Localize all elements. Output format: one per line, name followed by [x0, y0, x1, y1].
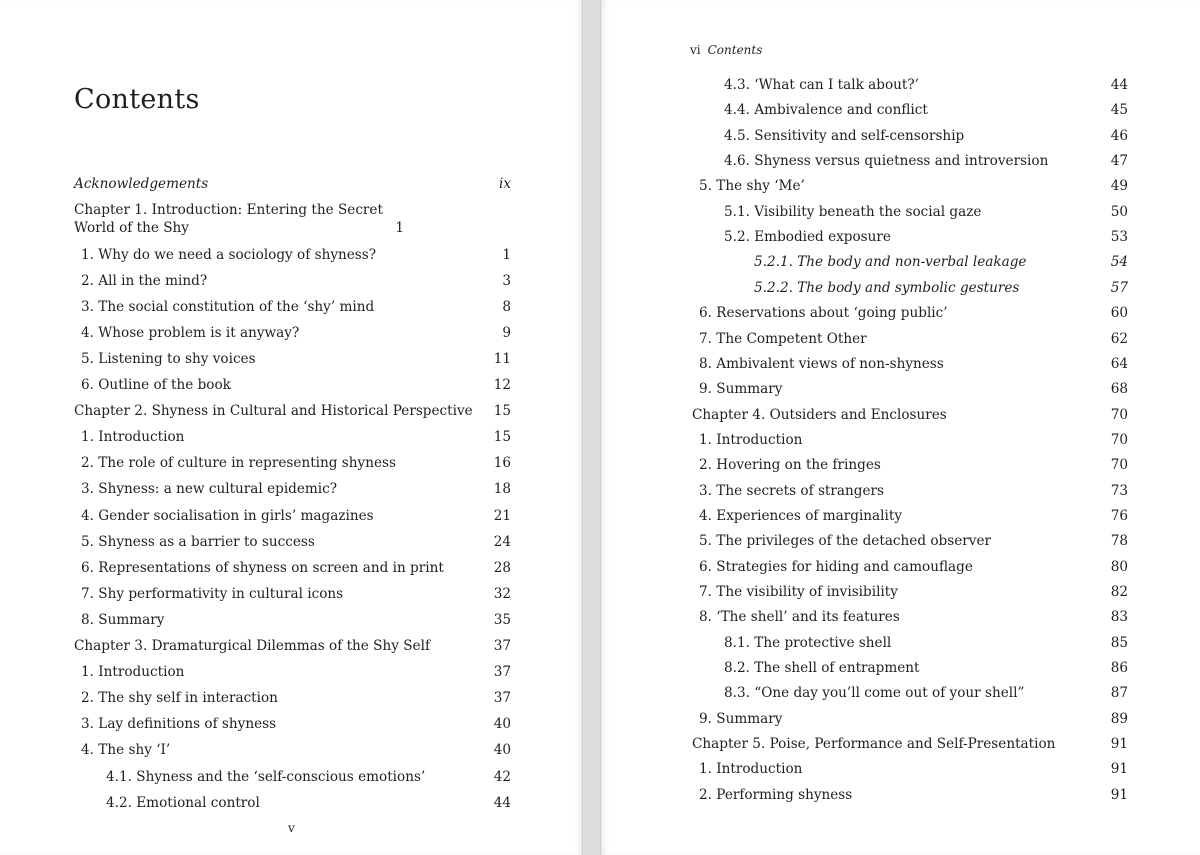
toc-entry — [692, 152, 1128, 170]
toc-entry-title: 4. Experiences of marginality — [699, 507, 903, 524]
toc-entry-title: 5. Shyness as a barrier to success — [81, 533, 315, 550]
toc-entry — [692, 304, 1128, 322]
toc-entry — [692, 203, 1128, 221]
toc-entry-page: 89 — [1110, 710, 1128, 727]
toc-entry-page: 42 — [493, 768, 511, 785]
toc-entry-page: 40 — [493, 742, 511, 759]
toc-entry-page: 28 — [493, 559, 511, 576]
toc-entry — [74, 559, 511, 577]
toc-chapter-entry — [74, 175, 511, 193]
toc-entry-title: Acknowledgements — [74, 176, 209, 192]
toc-entry — [692, 710, 1128, 728]
toc-entry-page: 85 — [1110, 634, 1128, 651]
toc-entry-page: 3 — [502, 272, 511, 289]
toc-entry — [74, 454, 511, 472]
toc-entry-title: 7. The Competent Other — [699, 330, 867, 347]
toc-chapter-entry — [74, 402, 511, 420]
toc-entry — [692, 760, 1128, 778]
toc-entry-page: 40 — [493, 716, 511, 733]
toc-entry-page: 83 — [1110, 609, 1128, 626]
toc-entry-title: 1. Introduction — [81, 429, 185, 446]
toc-entry-page: 91 — [1110, 761, 1128, 778]
toc-entry-title: 5. The privileges of the detached observer — [699, 533, 991, 550]
toc-entry-title: 8. Ambivalent views of non-shyness — [699, 355, 944, 372]
toc-entry-page: 15 — [493, 403, 511, 420]
toc-entry-page: 73 — [1110, 482, 1128, 499]
toc-entry-title: 4.4. Ambivalence and conflict — [724, 102, 928, 119]
toc-entry-page: 44 — [493, 794, 511, 811]
toc-entry-title: 7. Shy performativity in cultural icons — [81, 585, 344, 602]
toc-entry — [74, 533, 511, 551]
toc-entry-page: 9 — [502, 324, 511, 341]
toc-entry-page: 91 — [1110, 786, 1128, 803]
toc-entry-page: 54 — [1110, 254, 1128, 271]
toc-entry-page: 37 — [493, 664, 511, 681]
toc-entry — [74, 507, 511, 525]
toc-entry — [692, 558, 1128, 576]
toc-entry-page: 24 — [493, 533, 511, 550]
toc-entry-page: 44 — [1110, 77, 1128, 93]
toc-entry-page: 37 — [493, 690, 511, 707]
toc-entry-page: 18 — [493, 481, 511, 498]
toc-chapter-entry — [74, 637, 511, 655]
toc-entry-page: 62 — [1110, 330, 1128, 347]
toc-entry-title: 1. Why do we need a sociology of shyness? — [81, 246, 377, 263]
toc-entry — [74, 585, 511, 603]
toc-entry-title: 5.2. Embodied exposure — [724, 229, 891, 246]
toc-entry-title: Chapter 3. Dramaturgical Dilemmas of the Shy Self — [74, 638, 430, 654]
toc-entry-page: 49 — [1110, 178, 1128, 195]
toc-entry-title: 5.2.2. The body and symbolic gestures — [754, 279, 1020, 296]
toc-entry-page: 80 — [1110, 558, 1128, 575]
toc-entry — [692, 684, 1128, 702]
toc-entry-page: 15 — [493, 429, 511, 446]
toc-entry — [74, 480, 511, 498]
toc-entry-page: 47 — [1110, 153, 1128, 170]
toc-entry-page: 78 — [1110, 533, 1128, 550]
toc-entry-title: 2. Hovering on the fringes — [699, 457, 881, 474]
toc-entry-page: 11 — [493, 350, 511, 367]
toc-entry-page: 76 — [1110, 507, 1128, 524]
toc-entry-title: 4. Gender socialisation in girls’ magazines — [81, 507, 374, 524]
toc-entry-page: 32 — [493, 585, 511, 602]
toc-entry-page: ix — [498, 176, 511, 192]
toc-entry-title: Chapter 2. Shyness in Cultural and Historical Perspective — [74, 403, 473, 420]
toc-entry-page: 8 — [502, 298, 511, 315]
toc-entry-title: 6. Outline of the book — [81, 377, 231, 393]
toc-entry-page: 86 — [1110, 660, 1128, 677]
toc-entry-title: 9. Summary — [699, 381, 783, 398]
toc-entry — [74, 246, 511, 264]
toc-entry-title: 6. Strategies for hiding and camouflage — [699, 558, 973, 575]
toc-entry-title: 4. The shy ‘I’ — [81, 742, 171, 759]
toc-entry-title: 2. The shy self in interaction — [81, 690, 278, 707]
toc-entry-title: 5.1. Visibility beneath the social gaze — [724, 203, 982, 220]
toc-entry-title: 5. Listening to shy voices — [81, 350, 256, 367]
toc-entry — [692, 583, 1128, 601]
toc-entry-page: 1 — [502, 246, 511, 263]
toc-entry — [74, 324, 511, 342]
toc-entry-title: 1. Introduction — [699, 761, 803, 778]
toc-entry-title: Chapter 4. Outsiders and Enclosures — [692, 406, 947, 423]
toc-entry — [74, 272, 511, 290]
toc-entry-title: 4.1. Shyness and the ‘self-conscious emotions’ — [106, 768, 426, 785]
book-gutter — [583, 0, 600, 855]
toc-entry-title: 8. Summary — [81, 611, 165, 628]
toc-entry-title: 5. The shy ‘Me’ — [699, 178, 805, 195]
toc-entry — [692, 355, 1128, 373]
running-head — [690, 43, 762, 57]
toc-entry-title: 8.3. “One day you’ll come out of your shell” — [724, 685, 1025, 702]
toc-entry-page: 91 — [1110, 736, 1128, 753]
toc-entry-page: 70 — [1110, 457, 1128, 474]
toc-entry — [74, 794, 511, 812]
toc-entry — [692, 482, 1128, 500]
toc-entry-title: Chapter 5. Poise, Performance and Self-Presentation — [692, 736, 1056, 753]
toc-entry-title: Chapter 1. Introduction: Entering the Secret World of the Shy — [74, 202, 383, 237]
toc-entry — [692, 101, 1128, 119]
toc-entry — [74, 715, 511, 733]
toc-entry-title: 3. Shyness: a new cultural epidemic? — [81, 481, 338, 498]
toc-entry — [692, 532, 1128, 550]
running-head-title: Contents — [707, 43, 763, 57]
toc-entry-page: 45 — [1110, 102, 1128, 119]
toc-entry — [74, 741, 511, 759]
toc-entry-title: 9. Summary — [699, 710, 783, 727]
toc-entry — [692, 380, 1128, 398]
toc-entry-title: 8.2. The shell of entrapment — [724, 660, 920, 677]
toc-entry-page: 37 — [493, 638, 511, 654]
toc-entry-title: 1. Introduction — [699, 431, 803, 448]
running-head-number: vi — [690, 43, 701, 57]
toc-entry-title: 4.2. Emotional control — [106, 794, 260, 811]
toc-entry — [74, 350, 511, 368]
toc-entry — [74, 611, 511, 629]
toc-entry-page: 35 — [493, 611, 511, 628]
toc-entry-page: 70 — [1110, 406, 1128, 423]
toc-entry — [74, 376, 511, 394]
toc-entry-page: 46 — [1110, 127, 1128, 144]
toc-entry — [74, 298, 511, 316]
toc-entry-page: 64 — [1110, 355, 1128, 372]
toc-entry-page: 53 — [1110, 229, 1128, 246]
toc-entry — [692, 634, 1128, 652]
toc-entry-title: 2. The role of culture in representing shyness — [81, 455, 396, 472]
toc-entry-title: 2. All in the mind? — [81, 272, 208, 289]
page-title: Contents — [74, 84, 200, 115]
toc-chapter-entry — [692, 406, 1128, 424]
toc-entry-page: 16 — [493, 455, 511, 472]
toc-entry — [692, 456, 1128, 474]
toc-entry — [74, 428, 511, 446]
toc-entry-page: 12 — [493, 377, 511, 393]
toc-entry-title: 3. The secrets of strangers — [699, 482, 884, 499]
toc-entry-page: 82 — [1110, 584, 1128, 600]
toc-entry-title: 4.6. Shyness versus quietness and introversion — [724, 153, 1049, 170]
toc-entry — [692, 177, 1128, 195]
toc-entry — [692, 786, 1128, 804]
toc-entry-title: 8. ‘The shell’ and its features — [699, 609, 900, 626]
toc-entry — [74, 768, 511, 786]
toc-entry-title: 3. Lay definitions of shyness — [81, 716, 277, 733]
toc-entry-page: 60 — [1110, 305, 1128, 322]
toc-entry — [692, 608, 1128, 626]
toc-entry-title: 4.3. ‘What can I talk about?’ — [724, 77, 919, 93]
toc-chapter-entry — [692, 735, 1128, 753]
toc-entry — [692, 253, 1128, 271]
toc-entry — [692, 228, 1128, 246]
toc-entry — [692, 507, 1128, 525]
toc-entry-title: 2. Performing shyness — [699, 786, 853, 803]
left-page — [0, 0, 583, 855]
toc-entry-title: 8.1. The protective shell — [724, 634, 892, 651]
toc-entry-title: 4. Whose problem is it anyway? — [81, 324, 300, 341]
toc-entry-title: 4.5. Sensitivity and self-censorship — [724, 127, 965, 144]
toc-entry-title: 5.2.1. The body and non-verbal leakage — [754, 254, 1027, 271]
toc-entry-page: 50 — [1110, 203, 1128, 220]
toc-entry-page: 57 — [1110, 279, 1128, 296]
toc-entry-page: 87 — [1110, 685, 1128, 702]
toc-entry — [692, 279, 1128, 297]
toc-entry — [692, 76, 1128, 94]
toc-entry — [74, 663, 511, 681]
page-number: v — [288, 821, 295, 835]
toc-entry-page: 1 — [395, 220, 404, 237]
toc-entry — [692, 127, 1128, 145]
toc-entry — [692, 330, 1128, 348]
toc-entry-title: 3. The social constitution of the ‘shy’ mind — [81, 298, 375, 315]
toc-entry-page: 70 — [1110, 431, 1128, 448]
toc-entry-title: 6. Representations of shyness on screen and in print — [81, 559, 444, 576]
toc-entry-title: 7. The visibility of invisibility — [699, 584, 898, 600]
toc-chapter-entry — [74, 201, 404, 237]
toc-entry-page: 21 — [493, 507, 511, 524]
toc-entry — [692, 431, 1128, 449]
toc-entry-title: 1. Introduction — [81, 664, 185, 681]
toc-entry — [692, 659, 1128, 677]
toc-entry-page: 68 — [1110, 381, 1128, 398]
toc-entry-title: 6. Reservations about ‘going public’ — [699, 305, 948, 322]
toc-entry — [74, 689, 511, 707]
